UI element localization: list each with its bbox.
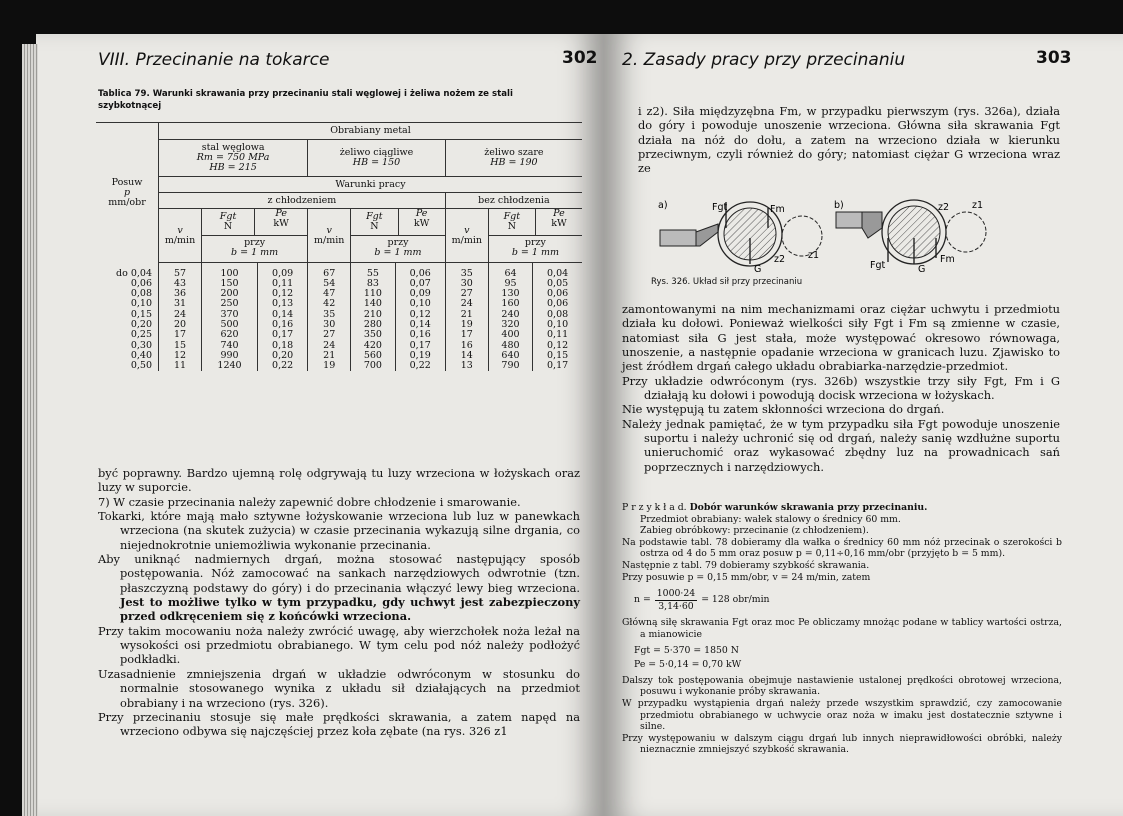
- feed-cell: 0,50: [130, 360, 152, 372]
- table-cell: 17: [159, 330, 202, 340]
- example-line: Następnie z tabl. 79 dobieramy szybkość skrawania.: [622, 559, 870, 571]
- table-cell: 100: [202, 269, 258, 279]
- col-v-2: v m/min: [308, 209, 351, 263]
- table-cell: 0,06: [533, 289, 582, 299]
- table-cell: 210: [351, 310, 395, 320]
- table-cell: 67: [308, 269, 351, 279]
- table-cell: 42: [308, 299, 351, 309]
- table-cell: 160: [488, 299, 532, 309]
- table-cell: 420: [351, 341, 395, 351]
- paragraph: Nie występują tu zatem skłonności wrzeciona do drgań.: [622, 402, 945, 417]
- col-posuw-unit: mm/obr: [108, 196, 146, 208]
- col-fgt-pe-2: Fgt N Pe kW przy b = 1 mm: [351, 209, 446, 263]
- feed-cell: 0,25: [130, 329, 152, 341]
- example-line: Zabieg obróbkowy: przecinanie (z chłodzeniem).: [640, 525, 869, 537]
- table-row: [96, 361, 582, 371]
- tool-holder-inverted: [836, 212, 862, 228]
- table-cell: 0,22: [258, 361, 308, 371]
- feed-cell: 0,10: [130, 298, 152, 310]
- col-v-1: v m/min: [159, 209, 202, 263]
- paragraph: Uzasadnienie zmniejszenia drgań w układzie odwróconym w stosunku do normalnie stosowanego wynika z układu sił działających na przedmiot obrabiany i na wrzeciono (rys. 326).: [98, 666, 580, 710]
- table-cell: 480: [488, 341, 532, 351]
- table-cell: 31: [159, 299, 202, 309]
- table-cell: 110: [351, 289, 395, 299]
- table-cell: 11: [159, 361, 202, 371]
- table-cell: 280: [351, 320, 395, 330]
- table-cell: 500: [202, 320, 258, 330]
- table-cell: 0,13: [258, 299, 308, 309]
- left-running-head: VIII. Przecinanie na tokarce: [98, 50, 330, 70]
- table-cell: 640: [488, 351, 532, 361]
- example-line: Przy posuwie p = 0,15 mm/obr, v = 24 m/min, zatem: [622, 571, 871, 583]
- example-block: [622, 502, 1062, 756]
- table-cell: 0,17: [258, 330, 308, 340]
- label-fm: Fm: [770, 204, 785, 215]
- table-cell: 19: [445, 320, 488, 330]
- table-cell: 47: [308, 289, 351, 299]
- table-cell: 0,06: [395, 269, 445, 279]
- table-cell: 0,16: [395, 330, 445, 340]
- table-cell: 0,22: [395, 361, 445, 371]
- figure-caption: Rys. 326. Układ sił przy przecinaniu: [651, 277, 803, 287]
- table-cell: 54: [308, 279, 351, 289]
- table-cell: 36: [159, 289, 202, 299]
- header-material: Obrabiany metal: [159, 123, 583, 140]
- table-cell: 43: [159, 279, 202, 289]
- table-cell: 21: [308, 351, 351, 361]
- diagram-a: [658, 200, 822, 275]
- label-fm-b: Fm: [940, 254, 955, 265]
- left-page-text: [98, 466, 580, 739]
- example-line: Przy występowaniu w dalszym ciągu drgań lub innych nieprawidłowości obróbki, należy nieznacznie zmniejszyć szybkość skrawania.: [622, 732, 1062, 756]
- col-posuw: Posuw: [111, 176, 143, 188]
- table-cell: 150: [202, 279, 258, 289]
- table-cell: 0,10: [533, 320, 582, 330]
- table-cell: 19: [308, 361, 351, 371]
- table-cell: 990: [202, 351, 258, 361]
- cutting-tool: [696, 224, 718, 246]
- header-work-conditions: Warunki pracy: [159, 177, 583, 193]
- right-page-text-top: [638, 104, 1060, 176]
- table-cell: 0,07: [395, 279, 445, 289]
- table-cell: 0,20: [258, 351, 308, 361]
- table-cell: 740: [202, 341, 258, 351]
- label-z2: z2: [774, 254, 786, 265]
- table-cell: 0,11: [258, 279, 308, 289]
- table-cell: 24: [445, 299, 488, 309]
- table-cell: 0,12: [258, 289, 308, 299]
- table-cell: 620: [202, 330, 258, 340]
- table-cell: 560: [351, 351, 395, 361]
- table-cell: 16: [445, 341, 488, 351]
- table-cell: 0,08: [533, 310, 582, 320]
- table-cell: 21: [445, 310, 488, 320]
- paragraph: Przy przecinaniu stosuje się małe prędkości skrawania, a zatem napęd na wrzeciono odbywa się najczęściej przez koła zębate (na rys. 326 z1: [98, 709, 580, 739]
- table-cell: 20: [159, 320, 202, 330]
- paragraph: Tokarki, które mają mało sztywne łożyskowanie wrzeciona lub luz w panewkach wrzeciona (na skutek zużycia) w czasie przecinania wykazują silne drgania, co niejednokrotnie uniemożliwia wykonanie przecinania.: [98, 509, 580, 552]
- table-cell: 0,15: [533, 351, 582, 361]
- table-cell: 240: [488, 310, 532, 320]
- header-without-cooling: bez chłodzenia: [445, 193, 582, 209]
- table-cell: 57: [159, 269, 202, 279]
- table-cell: 24: [159, 310, 202, 320]
- page-edges: [22, 44, 38, 816]
- table-cell: 30: [308, 320, 351, 330]
- table-cell: 400: [488, 330, 532, 340]
- right-page-number: 303: [1036, 48, 1072, 68]
- feed-cell: 0,20: [130, 318, 152, 330]
- gear-z1-b: [946, 212, 986, 252]
- table-cell: 790: [488, 361, 532, 371]
- feed-cell: 0,08: [130, 288, 152, 300]
- col-fgt-pe-1: Fgt N Pe kW przy b = 1 mm: [202, 209, 308, 263]
- table-cell: 0,14: [395, 320, 445, 330]
- table-cell: 14: [445, 351, 488, 361]
- table-cell: 140: [351, 299, 395, 309]
- table-cell: 370: [202, 310, 258, 320]
- table-cell: 130: [488, 289, 532, 299]
- table-cell: 0,12: [533, 341, 582, 351]
- table-cell: 0,14: [258, 310, 308, 320]
- table-cell: 27: [308, 330, 351, 340]
- paragraph: być poprawny. Bardzo ujemną rolę odgrywają tu luzy wrzeciona w łożyskach oraz luzy w suporcie.: [98, 466, 580, 495]
- cutting-tool-inverted: [862, 212, 882, 238]
- cutting-conditions-table: [96, 122, 582, 371]
- header-with-cooling: z chłodzeniem: [159, 193, 446, 209]
- col-fgt-pe-3: Fgt N Pe kW przy b = 1 mm: [488, 209, 582, 263]
- paragraph: zamontowanymi na nim mechanizmami oraz ciężar uchwytu i przedmiotu działa ku dołowi. Ponieważ wielkości siły Fgt i Fm są zmienne w czasie, natomiast siła G jest stała, może występować okresowo równowaga, unoszenie, a następnie opadanie wrzeciona w granicach luzu. Zjawisko to jest źródłem drgań całego układu obrabiarka-narzędzie-przedmiot.: [622, 302, 1060, 374]
- header-grey-iron: żeliwo szare HB = 190: [445, 140, 582, 177]
- table-cell: 0,11: [533, 330, 582, 340]
- right-running-head: 2. Zasady pracy przy przecinaniu: [622, 50, 906, 70]
- table-cell: 350: [351, 330, 395, 340]
- paragraph: Należy jednak pamiętać, że w tym przypadku siła Fgt powoduje unoszenie suportu i należy uchronić się od drgań, należy sanię wzdłużne suportu unieruchomić oraz wykasować zbędny luz na prowadnicach sań poprzecznych i narzędziowych.: [622, 416, 1060, 474]
- force-diagram: [656, 198, 1006, 276]
- example-line: W przypadku wystąpienia drgań należy przede wszystkim sprawdzić, czy zamocowanie przedmiotu obrabianego w uchwycie oraz noża w imaku jest dostatecznie sztywne i silne.: [622, 697, 1062, 733]
- example-title: P r z y k ł a d. Dobór warunków skrawania przy przecinaniu.: [622, 502, 928, 513]
- formula-fgt: Fgt = 5·370 = 1850 N: [634, 644, 739, 656]
- label-fgt-b: Fgt: [870, 260, 886, 271]
- feed-cell: 0,30: [130, 339, 152, 351]
- table-cell: 0,05: [533, 279, 582, 289]
- table-cell: 0,16: [258, 320, 308, 330]
- table-cell: 27: [445, 289, 488, 299]
- table-cell: 35: [445, 269, 488, 279]
- table-caption: Tablica 79. Warunki skrawania przy przecinaniu stali węglowej i żeliwa nożem ze stali szybkotnącej: [98, 89, 513, 111]
- table-cell: 0,18: [258, 341, 308, 351]
- table-cell: 0,17: [395, 341, 445, 351]
- table-cell: 30: [445, 279, 488, 289]
- feed-cell: 0,40: [130, 349, 152, 361]
- header-malleable-iron: żeliwo ciągliwe HB = 150: [308, 140, 446, 177]
- label-z1-b: z1: [972, 200, 984, 211]
- table-cell: 700: [351, 361, 395, 371]
- right-page-text: [622, 302, 1060, 474]
- table-cell: 0,10: [395, 299, 445, 309]
- table-cell: 1240: [202, 361, 258, 371]
- example-line: Na podstawie tabl. 78 dobieramy dla wałka o średnicy 60 mm nóż przecinak o szerokości b ostrza od 4 do 5 mm oraz posuw p = 0,11÷0,16 mm/obr (przyjęto b = 5 mm).: [622, 536, 1062, 560]
- table-cell: 35: [308, 310, 351, 320]
- table-cell: 55: [351, 269, 395, 279]
- formula-pe: Pe = 5·0,14 = 0,70 kW: [634, 659, 742, 671]
- header-steel: stal węglowa Rm = 750 MPa HB = 215: [159, 140, 308, 177]
- table-cell: 17: [445, 330, 488, 340]
- table-cell: 250: [202, 299, 258, 309]
- label-fgt: Fgt: [712, 202, 728, 213]
- table-cell: 83: [351, 279, 395, 289]
- table-cell: 320: [488, 320, 532, 330]
- diagram-b: [834, 200, 986, 275]
- table-cell: 13: [445, 361, 488, 371]
- col-p: p: [123, 186, 131, 198]
- feed-cell: 0,06: [130, 277, 152, 289]
- label-a: a): [658, 200, 668, 211]
- paragraph: i z2). Siła międzyzębna Fm, w przypadku pierwszym (rys. 326a), działa do góry i powoduje unoszenie wrzeciona. Główna siła skrawania Fgt działa na nóż do dołu, a zatem na wrzeciono działa w kierunku przeciwnym, czyli również do góry; natomiast ciężar G wrzeciona wraz ze: [638, 104, 1060, 176]
- paragraph: 7) W czasie przecinania należy zapewnić dobre chłodzenie i smarowanie.: [98, 494, 521, 509]
- table-cell: 12: [159, 351, 202, 361]
- formula-n: n = $\frac{1000\cdot 24}{3,14\cdot 60}$ = 128 obr/min: [634, 588, 770, 612]
- example-line: Dalszy tok postępowania obejmuje nastawienie ustalonej prędkości obrotowej wrzeciona, posuwu i wykonanie próby skrawania.: [622, 674, 1062, 698]
- feed-cell: 0,15: [130, 308, 152, 320]
- label-z2-b: z2: [938, 202, 950, 213]
- table-cell: 0,04: [533, 269, 582, 279]
- paragraph: Aby uniknąć nadmiernych drgań, można stosować następujący sposób postępowania. Nóż zamocować na sankach narzędziowych odwrotnie (tzn. płaszczyzną podstawy do góry) i do przecinania włączyć lewy bieg wrzeciona. Jest to możliwe tylko w tym przypadku, gdy uchwyt jest zabezpieczony przed odkręceniem się z końcówki wrzeciona.: [98, 552, 580, 624]
- label-g-b: G: [918, 264, 926, 275]
- paragraph: Przy takim mocowaniu noża należy zwrócić uwagę, aby wierzchołek noża leżał na wysokości osi przedmiotu obrabianego. W tym celu pod nóż należy podłożyć podkładki.: [98, 623, 580, 667]
- table-cell: 64: [488, 269, 532, 279]
- example-line: Przedmiot obrabiany: wałek stalowy o średnicy 60 mm.: [640, 513, 901, 525]
- example-line: Główną siłę skrawania Fgt oraz moc Pe obliczamy mnożąc podane w tablicy wartości ostrza, a mianowicie: [622, 617, 1062, 640]
- table-cell: 0,17: [533, 361, 582, 371]
- left-page-number: 302: [562, 48, 598, 68]
- label-b: b): [834, 200, 844, 211]
- feed-cell: do 0,04: [116, 267, 152, 279]
- col-v-3: v m/min: [445, 209, 488, 263]
- paragraph: Przy układzie odwróconym (rys. 326b) wszystkie trzy siły Fgt, Fm i G działają ku dołowi i powodują docisk wrzeciona w łożyskach.: [622, 373, 1060, 403]
- label-z1: z1: [808, 250, 820, 261]
- table-cell: 0,09: [395, 289, 445, 299]
- table-cell: 15: [159, 341, 202, 351]
- table-cell: 0,19: [395, 351, 445, 361]
- table-cell: 0,06: [533, 299, 582, 309]
- table-cell: 0,12: [395, 310, 445, 320]
- table-cell: 24: [308, 341, 351, 351]
- table-cell: 0,09: [258, 269, 308, 279]
- label-g: G: [754, 264, 762, 275]
- table-cell: 95: [488, 279, 532, 289]
- table-cell: 200: [202, 289, 258, 299]
- tool-holder: [660, 230, 696, 246]
